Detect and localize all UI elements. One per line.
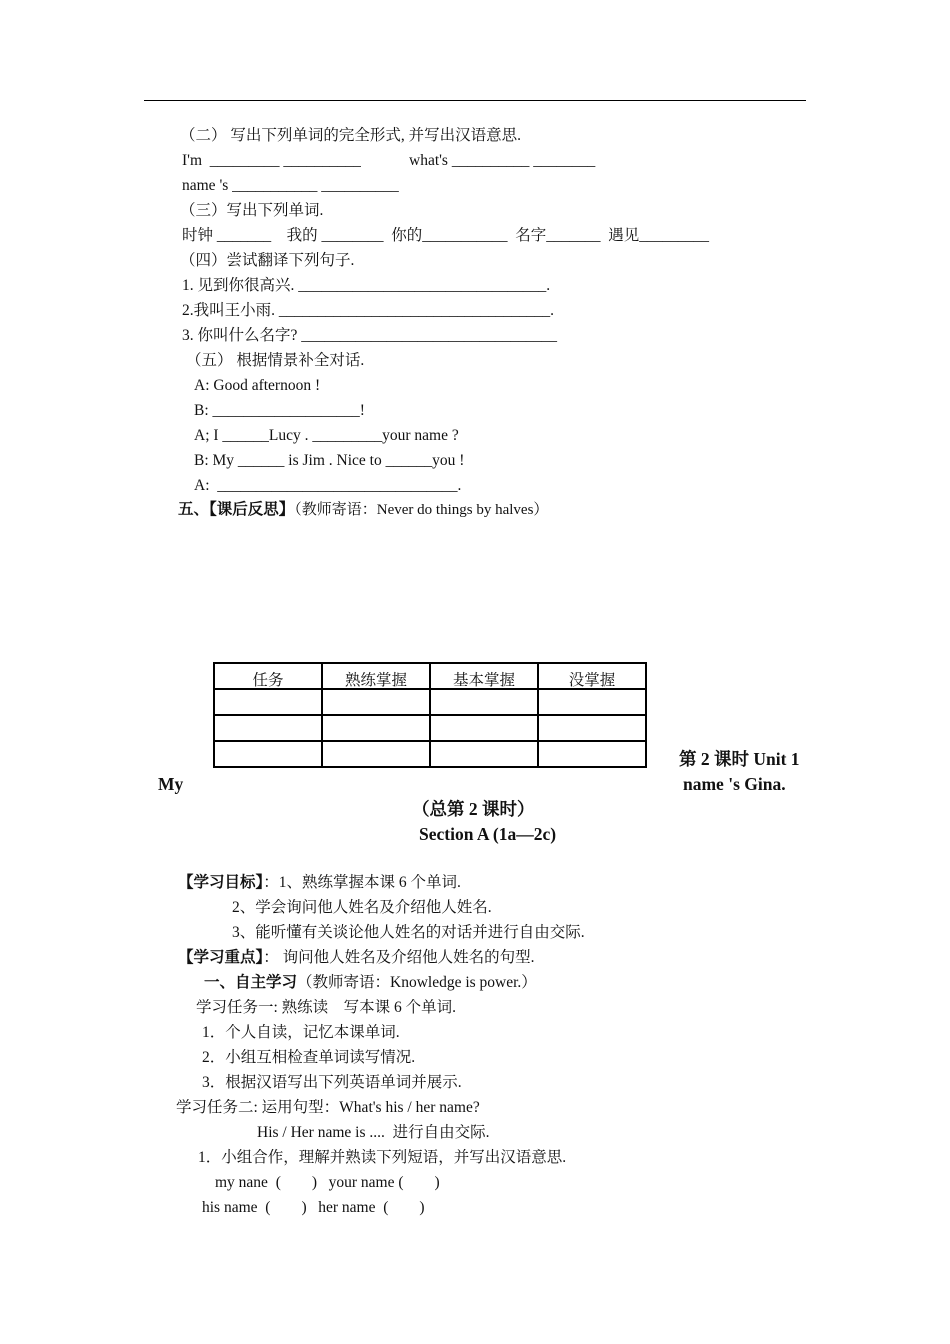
self-study-line [204, 974, 537, 992]
table-cell[interactable] [538, 741, 646, 767]
task-2-subtitle: His / Her name is .... 进行自由交际. [257, 1124, 490, 1141]
focus-text: ： 询问他人姓名及介绍他人姓名的句型. [263, 949, 535, 966]
phrases-line-2: his name ( ) her name ( ) [202, 1199, 425, 1216]
table-cell[interactable] [430, 689, 538, 715]
dialog-line-4: B: My ______ is Jim . Nice to ______you ! [194, 452, 465, 469]
table-header-proficient: 熟练掌握 [322, 663, 430, 689]
table-header-row [214, 663, 646, 689]
focus-label: 【学习重点】 [178, 949, 264, 966]
task-1-step-3: 3．根据汉语写出下列英语单词并展示. [202, 1074, 462, 1091]
part4-sentence-2: 2.我叫王小雨. ___________________________________. [182, 302, 555, 319]
part4-heading: （四）尝试翻译下列句子. [180, 252, 355, 269]
table-cell[interactable] [322, 715, 430, 741]
table-row [214, 689, 646, 715]
part3-line: 时钟 _______ 我的 ________ 你的___________ 名字_______ 遇见_________ [182, 227, 710, 244]
lesson-title-right-1: 第 2 课时 Unit 1 [679, 749, 800, 769]
part3-heading: （三）写出下列单词. [180, 202, 324, 219]
part2-line1-left: I'm _________ __________ [182, 152, 361, 169]
goal-2: 2、学会询问他人姓名及介绍他人姓名. [232, 899, 492, 916]
table-header-task: 任务 [214, 663, 322, 689]
focus-line [178, 949, 535, 967]
table-row [214, 741, 646, 767]
part5-heading: （五） 根据情景补全对话. [186, 352, 365, 369]
dialog-line-3: A; I ______Lucy . _________your name ? [194, 427, 459, 444]
goals-line-1 [178, 874, 461, 892]
table-header-basic: 基本掌握 [430, 663, 538, 689]
goal-3: 3、能听懂有关谈论他人姓名的对话并进行自由交际. [232, 924, 585, 941]
section-title: Section A (1a—2c) [419, 824, 557, 844]
table-cell[interactable] [322, 741, 430, 767]
table-cell[interactable] [430, 741, 538, 767]
part2-line1-right: what's __________ ________ [409, 152, 596, 169]
table-cell[interactable] [538, 715, 646, 741]
part4-sentence-3: 3. 你叫什么名字? _________________________________ [182, 327, 558, 344]
reflection-motto: （教师寄语：Never do things by halves） [294, 502, 549, 518]
table-cell[interactable] [214, 741, 322, 767]
table-cell[interactable] [322, 689, 430, 715]
self-study-motto: （教师寄语：Knowledge is power.） [297, 974, 537, 991]
table-row [214, 715, 646, 741]
dialog-line-1: A: Good afternoon ! [194, 377, 321, 394]
goals-label: 【学习目标】 [178, 874, 264, 891]
part2-heading: （二） 写出下列单词的完全形式, 并写出汉语意思. [180, 127, 522, 144]
self-study-label: 一、自主学习 [204, 974, 298, 991]
goal-1: ：1、熟练掌握本课 6 个单词. [263, 874, 461, 891]
reflection-label: 五、【课后反思】 [178, 501, 295, 518]
dialog-line-2: B: ___________________! [194, 402, 365, 419]
task-2-step-1: 1．小组合作，理解并熟读下列短语，并写出汉语意思. [198, 1149, 567, 1166]
lesson-total-count: （总第 2 课时） [412, 799, 535, 819]
mastery-table [213, 662, 647, 768]
reflection-line [178, 501, 548, 519]
task-1-step-1: 1．个人自读，记忆本课单词. [202, 1024, 400, 1041]
table-header-not-mastered: 没掌握 [538, 663, 646, 689]
table-cell[interactable] [214, 689, 322, 715]
header-rule [144, 100, 806, 101]
part4-sentence-1: 1. 见到你很高兴. ________________________________. [182, 277, 551, 294]
task-1-step-2: 2．小组互相检查单词读写情况. [202, 1049, 416, 1066]
dialog-line-5: A: _______________________________. [194, 477, 462, 494]
lesson-title-left: My [158, 774, 184, 794]
table-cell[interactable] [214, 715, 322, 741]
phrases-line-1: my nane ( ) your name ( ) [215, 1174, 440, 1191]
table-cell[interactable] [430, 715, 538, 741]
part2-line2: name 's ___________ __________ [182, 177, 399, 194]
task-2-title: 学习任务二: 运用句型：What's his / her name? [176, 1099, 480, 1116]
table-cell[interactable] [538, 689, 646, 715]
task-1-title: 学习任务一: 熟练读 写本课 6 个单词. [196, 999, 457, 1016]
lesson-title-right-2: name 's Gina. [683, 774, 786, 794]
